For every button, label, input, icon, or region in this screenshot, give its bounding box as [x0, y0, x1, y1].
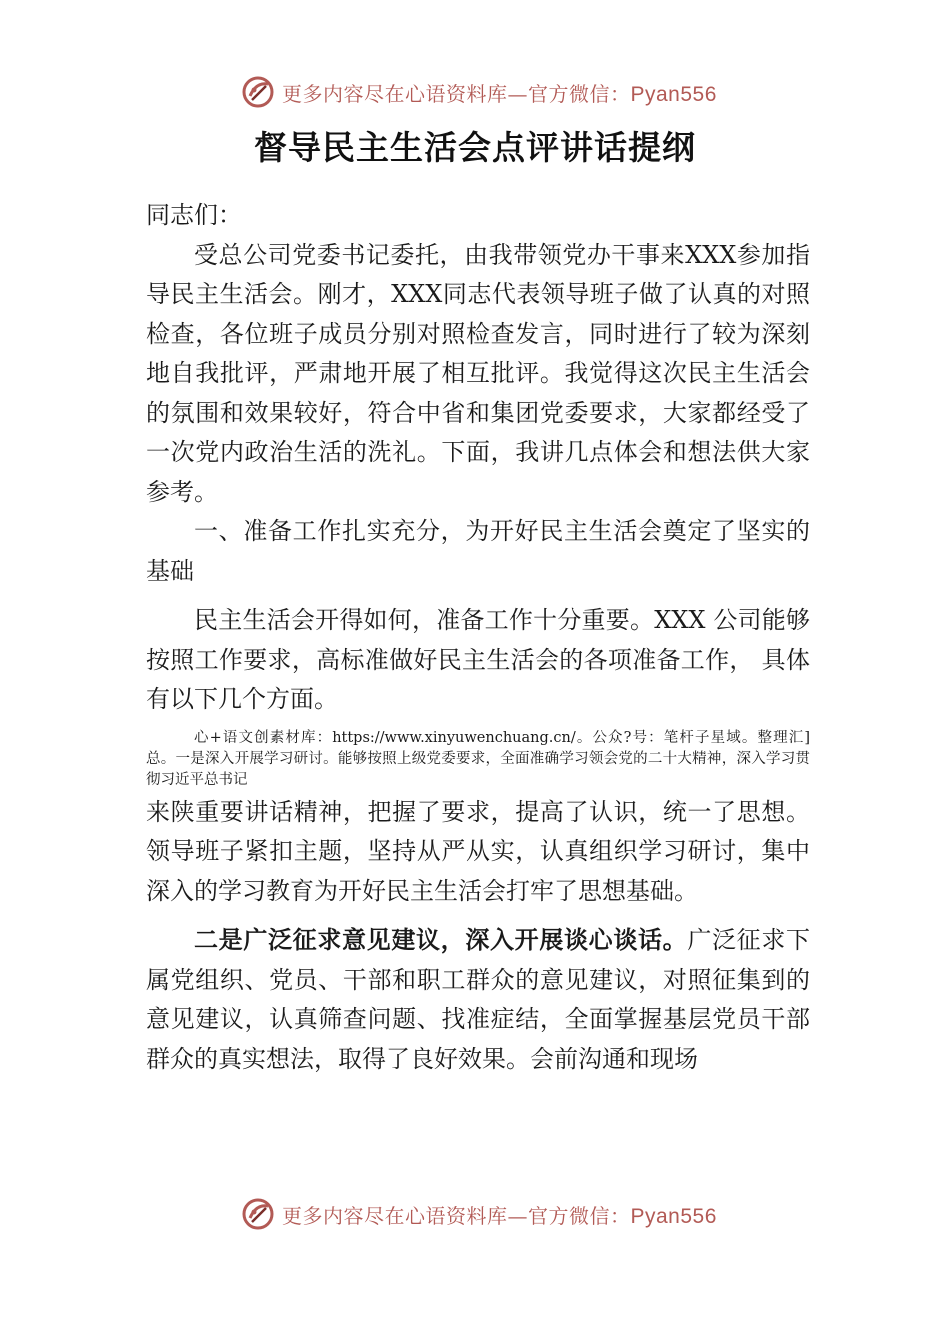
footer-banner: [240, 1194, 760, 1234]
small-note: 心+语文创素材库：https://www.xinyuwenchuang.cn/。公众?号：笔杆子星域。整理汇]总。一是深入开展学习研讨。能够按照上级党委要求，全面准确学习领会党的二十大精神，深入学习贯彻习近平总书记: [146, 729, 810, 788]
banner-text: 更多内容尽在心语资料库—官方微信：Pyan556: [282, 1203, 717, 1228]
wechat-id: Pyan556: [630, 1204, 717, 1228]
opinions-lead: 二是广泛征求意见建议，深入开展谈心谈话。: [194, 926, 688, 954]
section-heading-1: 一、准备工作扎实充分，为开好民主生活会奠定了坚实的基础: [146, 517, 810, 585]
document-title: 督导民主生活会点评讲话提纲: [254, 128, 696, 167]
wechat-id: Pyan556: [630, 82, 717, 106]
banner-text: 更多内容尽在心语资料库—官方微信：Pyan556: [282, 81, 717, 106]
paragraph-intro: 受总公司党委书记委托，由我带领党办干事来XXX参加指导民主生活会。刚才，XXX同志代表领导班子做了认真的对照检查，各位班子成员分别对照检查发言，同时进行了较为深刻地自我批评，严肃地开展了相互批评。我觉得这次民主生活会的氛围和效果较好，符合中省和集团党委要求，大家都经受了一次党内政治生活的洗礼。下面，我讲几点体会和想法供大家参考。: [146, 240, 810, 506]
logo-icon: [240, 74, 276, 110]
paragraph-opinions: [146, 921, 810, 1079]
paragraph-preparation: 民主生活会开得如何，准备工作十分重要。XXX 公司能够按照工作要求，高标准做好民主生活会的各项准备工作， 具体有以下几个方面。: [146, 606, 810, 713]
greeting: 同志们：: [146, 201, 242, 229]
paragraph-study: 来陕重要讲话精神，把握了要求，提高了认识，统一了思想。领导班子紧扣主题，坚持从严从实，认真组织学习研讨，集中深入的学习教育为开好民主生活会打牢了思想基础。: [146, 797, 810, 905]
header-banner: [240, 72, 760, 112]
document-body: [146, 196, 810, 1079]
logo-icon: [240, 1196, 276, 1232]
opinions-body: 广泛征求下属党组织、党员、干部和职工群众的意见建议，对照征集到的意见建议，认真筛查问题、找准症结，全面掌握基层党员干部群众的真实想法，取得了良好效果。会前沟通和现场: [146, 926, 811, 1073]
